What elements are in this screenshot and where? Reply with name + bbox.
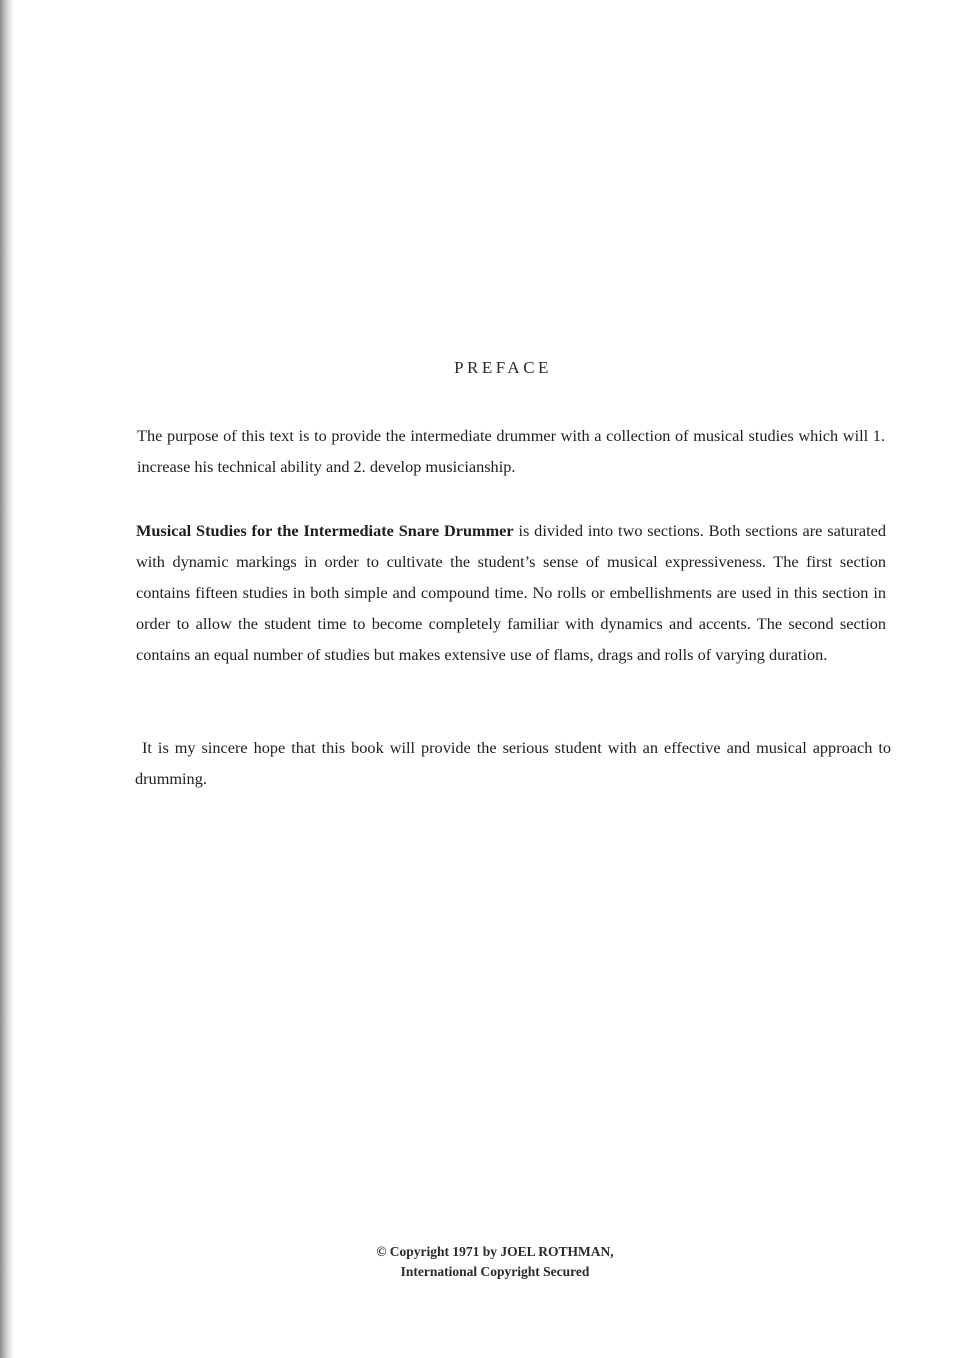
- preface-paragraph-3: It is my sincere hope that this book will provide the serious student with an effective and musical approach to drumming.: [135, 738, 891, 788]
- page-title: PREFACE: [454, 358, 552, 377]
- preface-paragraph-1: The purpose of this text is to provide the intermediate drummer with a collection of musical studies which will 1. increase his technical ability and 2. develop musicianship.: [137, 426, 885, 476]
- copyright-line-1: © Copyright 1971 by JOEL ROTHMAN,: [376, 1244, 614, 1259]
- copyright-notice: [360, 1242, 630, 1282]
- preface-paragraph-2-text: is divided into two sections. Both sections are saturated with dynamic markings in order to cultivate the student’s sense of musical expressiveness. The first section contains fifteen studies in both simple and compound time. No rolls or embellishments are used in this section in order to allow the student time to become completely familiar with dynamics and accents. The second section contains an equal number of studies but makes extensive use of flams, drags and rolls of varying duration.: [136, 521, 886, 664]
- preface-paragraph-2: [136, 515, 886, 670]
- copyright-line-2: International Copyright Secured: [400, 1264, 590, 1279]
- page-spine-shadow: [0, 0, 14, 1358]
- book-title: Musical Studies for the Intermediate Snare Drummer: [136, 521, 514, 540]
